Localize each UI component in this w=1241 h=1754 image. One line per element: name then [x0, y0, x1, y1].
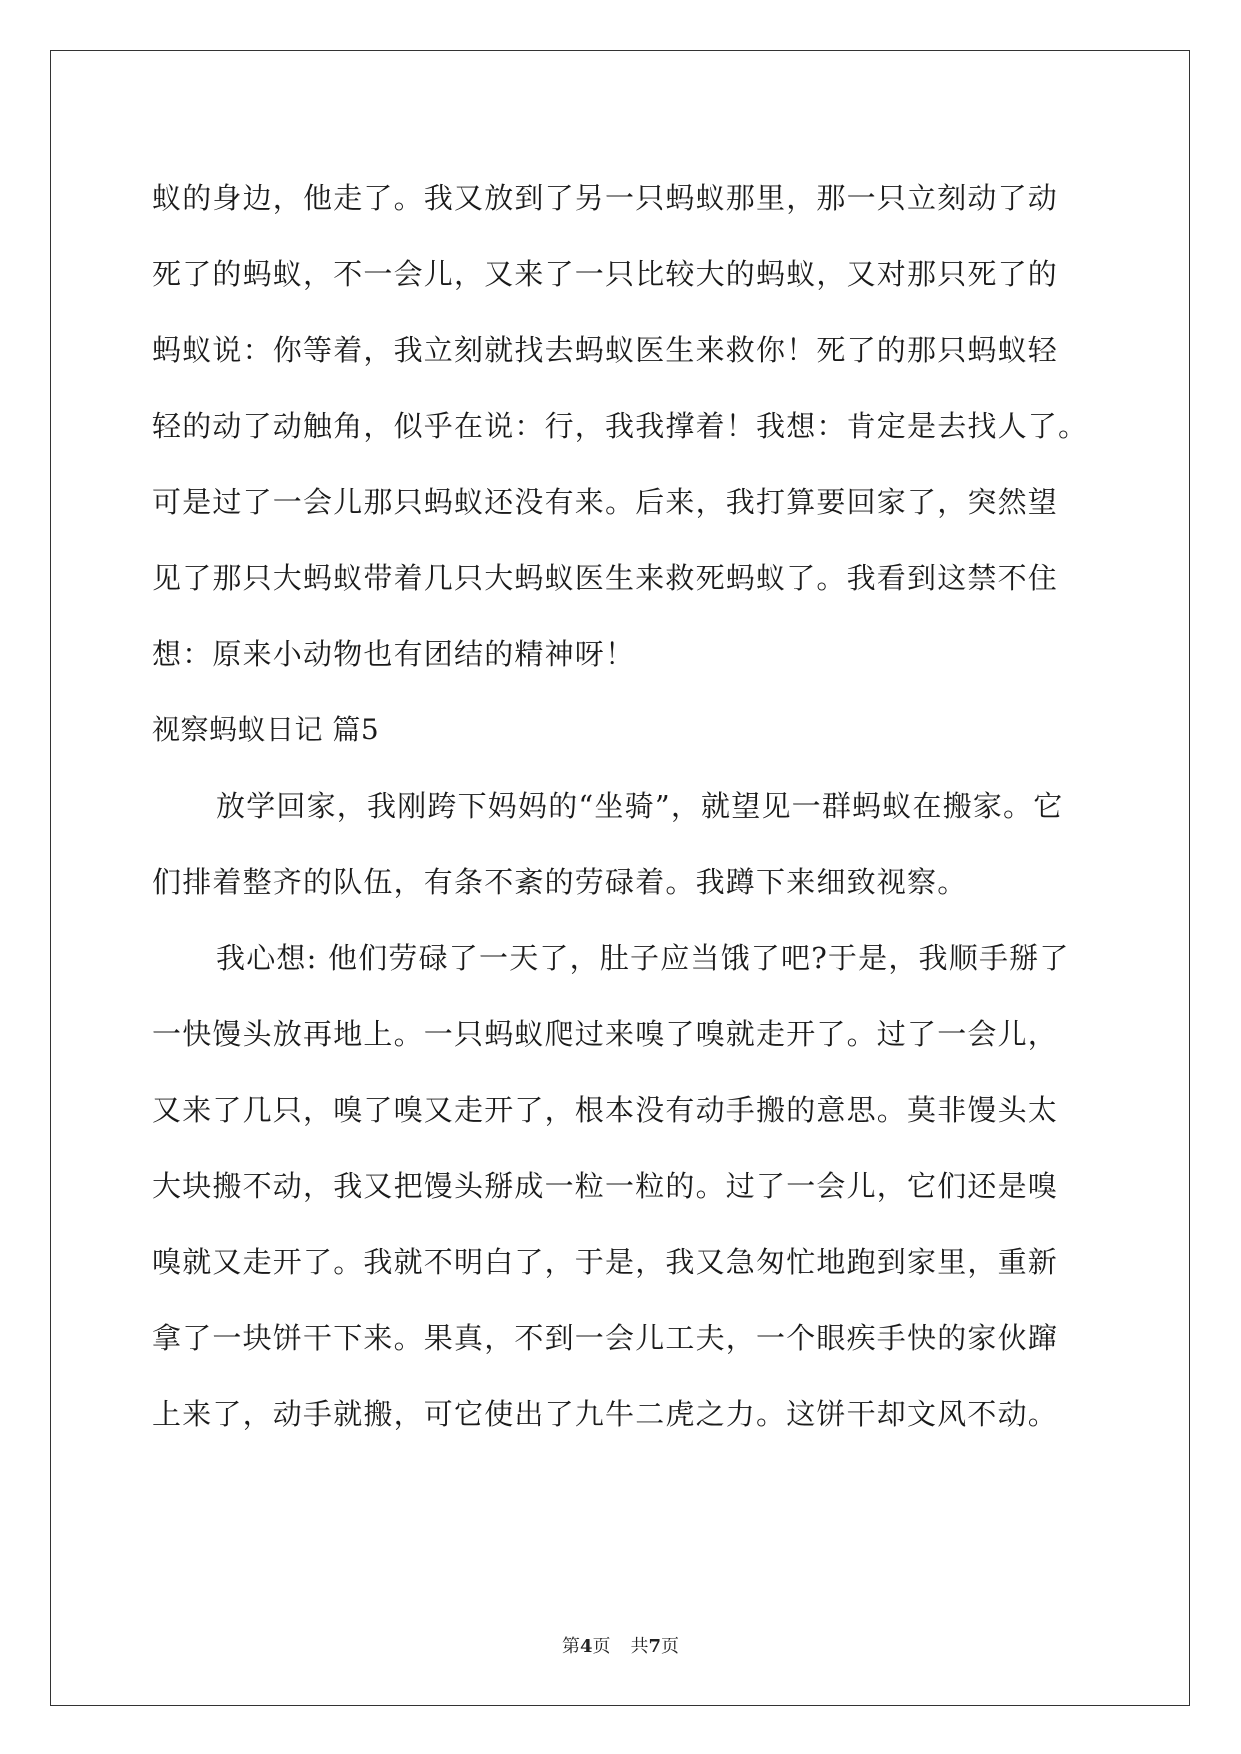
text-line: 轻的动了动触角，似乎在说：行，我我撑着！我想：肯定是去找人了。	[152, 409, 1089, 443]
paragraph-first-line: 我心想: 他们劳碌了一天了，肚子应当饿了吧?于是，我顺手掰了	[216, 941, 1070, 975]
text-line: 蚁的身边，他走了。我又放到了另一只蚂蚁那里，那一只立刻动了动	[152, 181, 1059, 215]
text-line: 上来了，动手就搬，可它使出了九牛二虎之力。这饼干却文风不动。	[152, 1397, 1059, 1431]
page-number-suffix: 页	[592, 1636, 611, 1657]
total-pages-number: 7	[648, 1636, 662, 1657]
section-heading: 视察蚂蚁日记 篇5	[152, 713, 380, 746]
text-line: 又来了几只，嗅了嗅又走开了，根本没有动手搬的意思。莫非馒头太	[152, 1093, 1059, 1127]
text-line: 嗅就又走开了。我就不明白了，于是，我又急匆忙地跑到家里，重新	[152, 1245, 1059, 1279]
page-footer	[0, 1632, 1241, 1658]
current-page-number: 4	[579, 1636, 593, 1657]
text-line: 可是过了一会儿那只蚂蚁还没有来。后来，我打算要回家了，突然望	[152, 485, 1059, 519]
text-line: 们排着整齐的队伍，有条不紊的劳碌着。我蹲下来细致视察。	[152, 865, 968, 899]
document-body	[152, 160, 1092, 1452]
text-line: 死了的蚂蚁，不一会儿，又来了一只比较大的蚂蚁，又对那只死了的	[152, 257, 1059, 291]
text-line: 一快馒头放再地上。一只蚂蚁爬过来嗅了嗅就走开了。过了一会儿，	[152, 1017, 1059, 1051]
text-line: 大块搬不动，我又把馒头掰成一粒一粒的。过了一会儿，它们还是嗅	[152, 1169, 1059, 1203]
total-pages-prefix: 共	[630, 1636, 649, 1657]
text-line: 想：原来小动物也有团结的精神呀！	[152, 637, 636, 671]
text-line: 拿了一块饼干下来。果真，不到一会儿工夫，一个眼疾手快的家伙蹿	[152, 1321, 1059, 1355]
total-pages-suffix: 页	[661, 1636, 680, 1657]
text-line: 蚂蚁说：你等着，我立刻就找去蚂蚁医生来救你！死了的那只蚂蚁轻	[152, 333, 1059, 367]
text-line: 见了那只大蚂蚁带着几只大蚂蚁医生来救死蚂蚁了。我看到这禁不住	[152, 561, 1059, 595]
page-number-prefix: 第	[561, 1636, 580, 1657]
paragraph-first-line: 放学回家，我刚跨下妈妈的“坐骑”，就望见一群蚂蚁在搬家。它	[216, 789, 1064, 823]
